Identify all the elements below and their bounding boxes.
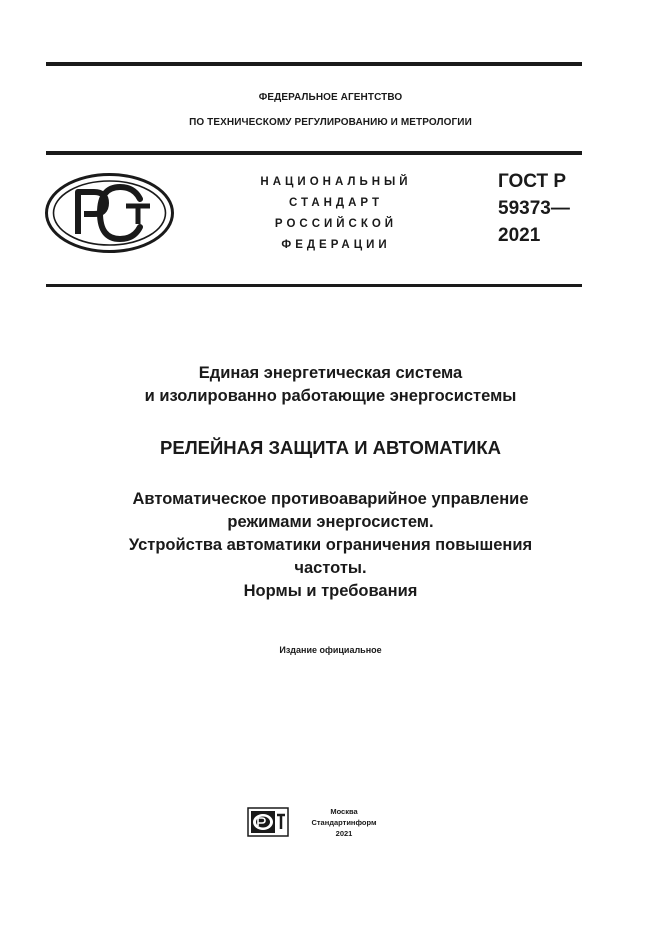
agency-name-line-1: ФЕДЕРАЛЬНОЕ АГЕНТСТВО xyxy=(258,92,403,103)
standard-word: ФЕДЕРАЦИИ xyxy=(281,239,391,251)
system-title xyxy=(0,362,661,408)
publisher-city: Москва xyxy=(330,807,358,816)
subtitle-line: частоты. xyxy=(294,559,367,577)
subtitle-line: Автоматическое противоаварийное управление xyxy=(132,490,529,508)
agency-name-line-2: ПО ТЕХНИЧЕСКОМУ РЕГУЛИРОВАНИЮ И МЕТРОЛОГИИ xyxy=(189,117,472,128)
standard-code-line: 59373— xyxy=(498,198,570,219)
publisher-logo-icon xyxy=(247,807,289,837)
publisher-year: 2021 xyxy=(335,829,353,838)
standard-word: РОССИЙСКОЙ xyxy=(274,218,398,230)
title-line: и изолированно работающие энергосистемы xyxy=(144,387,517,405)
standard-word: СТАНДАРТ xyxy=(289,197,383,209)
subtitle xyxy=(0,488,661,603)
subtitle-line: Нормы и требования xyxy=(243,582,418,600)
subtitle-line: режимами энергосистем. xyxy=(227,513,434,531)
standard-code-line: 2021 xyxy=(498,225,541,246)
standard-code-line: ГОСТ Р xyxy=(498,171,567,192)
publisher-info xyxy=(307,806,381,839)
standard-code xyxy=(498,168,570,249)
top-rule xyxy=(46,62,582,66)
middle-rule xyxy=(46,151,582,155)
bottom-rule xyxy=(46,284,582,287)
subtitle-line: Устройства автоматики ограничения повышения xyxy=(128,536,533,554)
main-title: РЕЛЕЙНАЯ ЗАЩИТА И АВТОМАТИКА xyxy=(160,437,501,458)
edition-note: Издание официальное xyxy=(279,645,382,655)
national-standard-label xyxy=(236,172,436,256)
title-line: Единая энергетическая система xyxy=(198,364,463,382)
rst-emblem-icon xyxy=(44,172,175,254)
publisher-name: Стандартинформ xyxy=(311,818,377,827)
standard-word: НАЦИОНАЛЬНЫЙ xyxy=(260,176,412,188)
